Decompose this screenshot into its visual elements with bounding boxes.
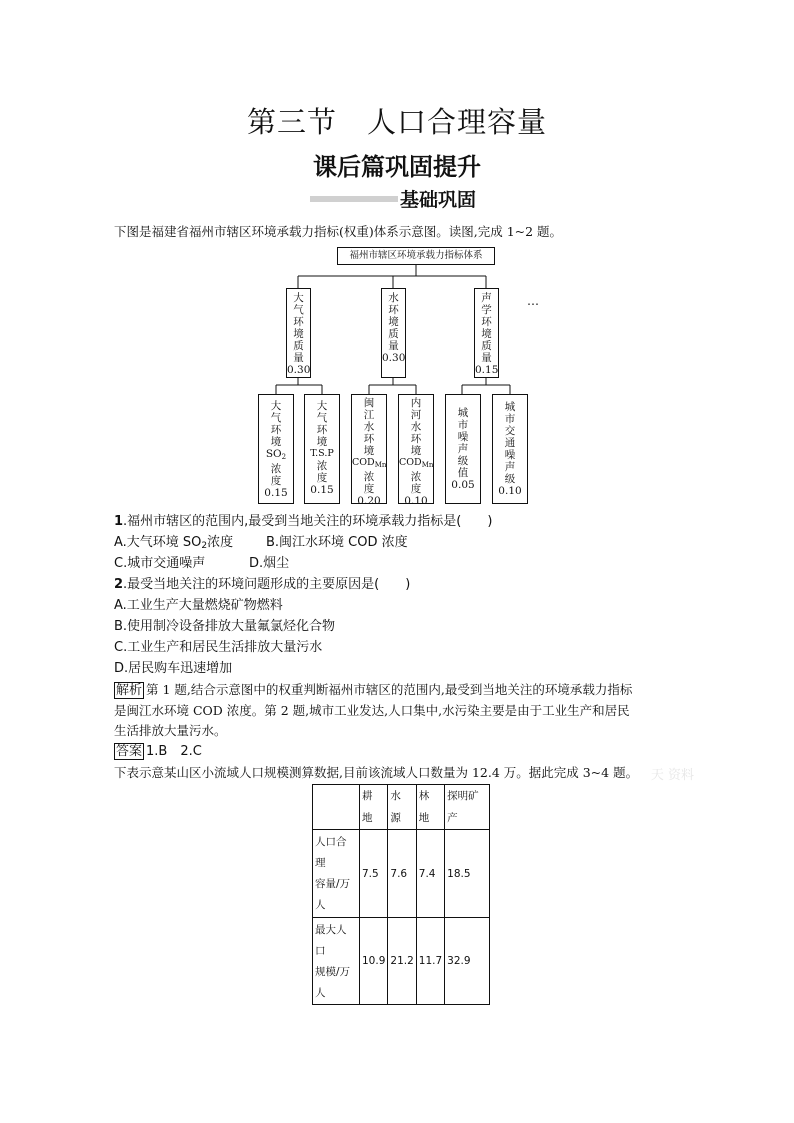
table-row-label: 人口合 理 容量/万 人: [313, 830, 360, 918]
intro-text-2: 下表示意某山区小流域人口规模测算数据,目前该流域人口数量为 12.4 万。据此完成 3~4 题。: [114, 765, 639, 780]
level2-code: $SO_2$: [265, 448, 287, 461]
table-header-cell: 水 源: [388, 785, 416, 830]
level2-box-traffic-noise: 城 市 交 通 噪 声 级 0.10: [492, 394, 528, 504]
question-2-option-a: A.工业生产大量燃烧矿物燃料: [114, 598, 283, 613]
level2-box-minjiang-cod: 闽 江 水 环 境 $COD_{Mn}$ 浓 度 0.20: [351, 394, 387, 504]
diagram-ellipsis: …: [527, 294, 539, 308]
question-2-option-c: C.工业生产和居民生活排放大量污水: [114, 640, 323, 655]
page-title: 第三节 人口合理容量: [246, 105, 547, 139]
section-title: 基础巩固: [400, 189, 477, 211]
level1-box-water: [381, 288, 406, 378]
question-1-option-d: D.烟尘: [249, 556, 290, 571]
question-2-stem: 2.最受当地关注的环境问题形成的主要原因是( ): [114, 577, 411, 592]
table-cell: 7.6: [388, 830, 416, 918]
page-subtitle: 课后篇巩固提升: [313, 152, 481, 181]
population-table: [312, 784, 490, 1005]
table-cell: 10.9: [360, 918, 388, 1005]
table-cell: 7.5: [360, 830, 388, 918]
table-header-cell: 林 地: [416, 785, 444, 830]
question-2-option-b: B.使用制冷设备排放大量氟氯烃化合物: [114, 619, 336, 634]
section-bar: [310, 196, 398, 202]
answer-tag: 答案: [116, 744, 143, 759]
analysis-line-1: 第 1 题,结合示意图中的权重判断福州市辖区的范围内,最受到当地关注的环境承载力指标: [146, 682, 633, 697]
watermark: 天 资料: [650, 768, 694, 783]
table-cell: 11.7: [416, 918, 444, 1005]
question-1-stem: 1.福州市辖区的范围内,最受到当地关注的环境承载力指标是( ): [114, 514, 493, 529]
level1-air-weight: 0.30: [287, 364, 311, 376]
table-corner-cell: [313, 785, 360, 830]
level2-box-inland-cod: 内 河 水 环 境 $COD_{Mn}$ 浓 度 0.10: [398, 394, 434, 504]
question-1-option-b: B.闽江水环境 COD 浓度: [266, 535, 408, 550]
level1-air-label: 大 气 环 境 质 量: [293, 292, 304, 364]
table-row: [313, 918, 490, 1005]
question-1-option-c: C.城市交通噪声: [114, 556, 206, 571]
level2-code: $COD_{Mn}$: [352, 457, 387, 469]
table-cell: 7.4: [416, 830, 444, 918]
table-cell: 18.5: [445, 830, 490, 918]
level1-sound-weight: 0.15: [475, 364, 499, 376]
analysis-tag: 解析: [116, 683, 143, 698]
analysis-block: [114, 680, 684, 741]
level2-box-air-tsp: 大 气 环 境 T.S.P 浓 度 0.15: [304, 394, 340, 504]
analysis-line-2: 是闽江水环境 COD 浓度。第 2 题,城市工业发达,人口集中,水污染主要是由于工业生产和居民: [114, 703, 630, 718]
level2-weight: 0.10: [404, 495, 428, 507]
level2-code: T.S.P: [310, 448, 334, 459]
level1-water-weight: 0.30: [382, 352, 406, 364]
table-row: [313, 830, 490, 918]
level1-sound-label: 声 学 环 境 质 量: [481, 292, 492, 364]
table-header-cell: 耕 地: [360, 785, 388, 830]
level2-weight: 0.15: [264, 487, 288, 499]
level2-weight: 0.10: [498, 485, 522, 497]
answer-block: [114, 742, 202, 762]
level2-weight: 0.15: [310, 484, 334, 496]
answer-text: 1.B 2.C: [146, 744, 202, 759]
level2-box-city-noise: 城 市 噪 声 级 值 0.05: [445, 394, 481, 504]
table-header-row: [313, 785, 490, 830]
level2-weight: 0.20: [357, 495, 381, 507]
question-2-option-d: D.居民购车迅速增加: [114, 661, 233, 676]
level1-box-sound: [474, 288, 499, 378]
analysis-line-3: 生活排放大量污水。: [114, 723, 227, 738]
level2-box-air-so2: 大 气 环 境 $SO_2$ 浓 度 0.15: [258, 394, 294, 504]
table-row-label: 最大人 口 规模/万 人: [313, 918, 360, 1005]
table-header-cell: 探明矿 产: [445, 785, 490, 830]
table-cell: 32.9: [445, 918, 490, 1005]
level1-water-label: 水 环 境 质 量: [388, 292, 399, 352]
level1-box-air: [286, 288, 311, 378]
table-cell: 21.2: [388, 918, 416, 1005]
diagram-root-box: 福州市辖区环境承载力指标体系: [337, 247, 495, 265]
intro-text-1: 下图是福建省福州市辖区环境承载力指标(权重)体系示意图。读图,完成 1~2 题。: [114, 224, 563, 239]
level2-code: $COD_{Mn}$: [399, 457, 434, 469]
question-1-option-a: A.大气环境 $SO_2$浓度: [114, 535, 234, 551]
level2-weight: 0.05: [451, 479, 475, 491]
